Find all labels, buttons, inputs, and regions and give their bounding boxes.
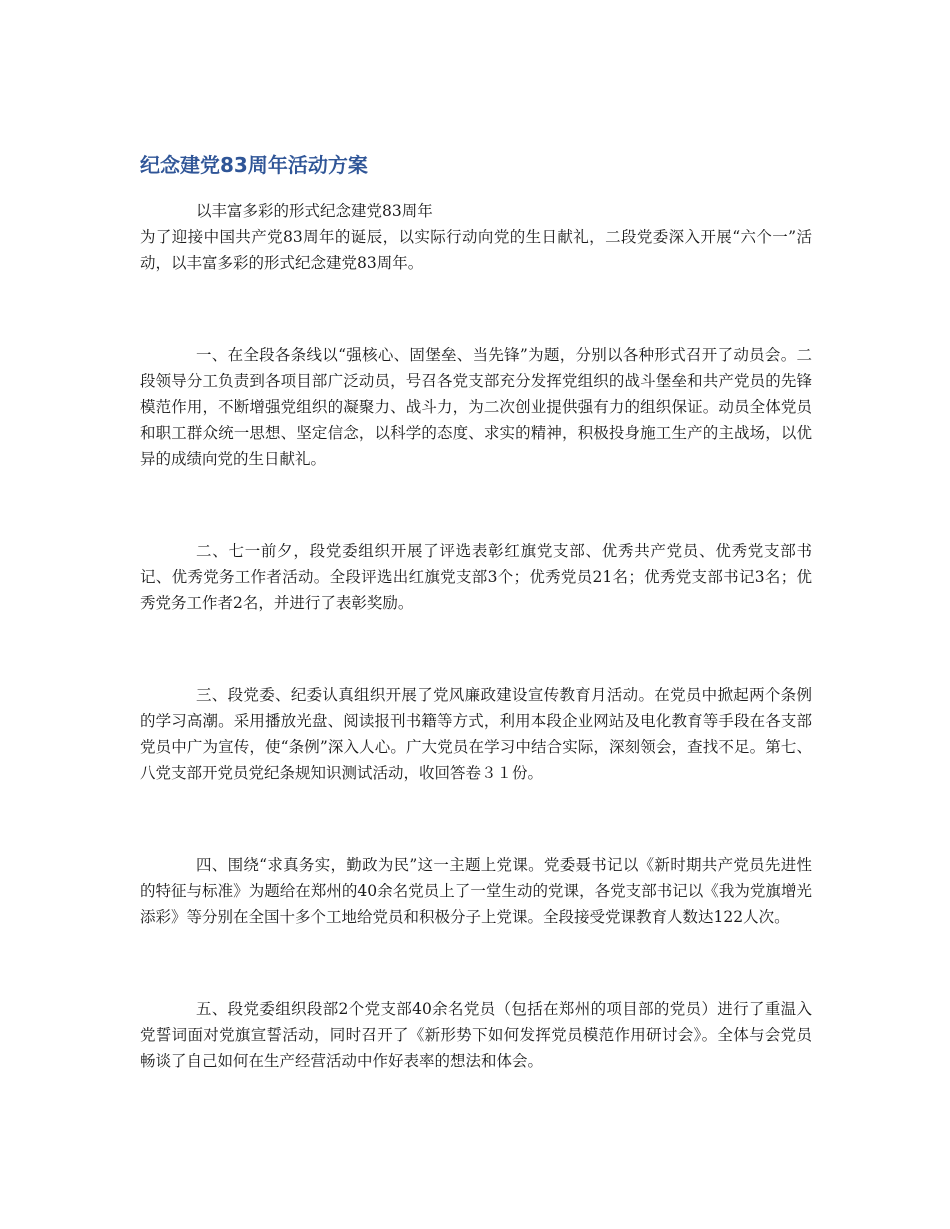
paragraph-2: 二、七一前夕，段党委组织开展了评选表彰红旗党支部、优秀共产党员、优秀党支部书记、优秀党务工作者活动。全段评选出红旗党支部3个；优秀党员21名；优秀党支部书记3名；优秀党务工作者2名，并进行了表彰奖励。 — [140, 542, 812, 612]
document-page — [140, 148, 812, 1074]
document-title: 纪念建党83周年活动方案 — [140, 153, 368, 177]
paragraph-4: 四、围绕“求真务实，勤政为民”这一主题上党课。党委聂书记以《新时期共产党员先进性的特征与标准》为题给在郑州的40余名党员上了一堂生动的党课，各党支部书记以《我为党旗增光添彩》等分别在全国十多个工地给党员和积极分子上党课。全段接受党课教育人数达122人次。 — [140, 856, 812, 926]
paragraph-3: 三、段党委、纪委认真组织开展了党风廉政建设宣传教育月活动。在党员中掀起两个条例的学习高潮。采用播放光盘、阅读报刊书籍等方式，利用本段企业网站及电化教育等手段在各支部党员中广为宣传，使“条例”深入人心。广大党员在学习中结合实际，深刻领会，查找不足。第七、八党支部开党员党纪条规知识测试活动，收回答卷３１份。 — [140, 686, 812, 782]
document-subtitle: 以丰富多彩的形式纪念建党83周年 — [196, 202, 433, 220]
paragraph-spacer — [140, 786, 812, 852]
intro-paragraph: 为了迎接中国共产党83周年的诞辰，以实际行动向党的生日献礼，二段党委深入开展“六个一”活动，以丰富多彩的形式纪念建党83周年。 — [140, 228, 812, 272]
paragraph-spacer — [140, 616, 812, 682]
paragraph-1: 一、在全段各条线以“强核心、固堡垒、当先锋”为题，分别以各种形式召开了动员会。二段领导分工负责到各项目部广泛动员，号召各党支部充分发挥党组织的战斗堡垒和共产党员的先锋模范作用，不断增强党组织的凝聚力、战斗力，为二次创业提供强有力的组织保证。动员全体党员和职工群众统一思想、坚定信念，以科学的态度、求实的精神，积极投身施工生产的主战场，以优异的成绩向党的生日献礼。 — [140, 346, 812, 468]
paragraph-spacer — [140, 276, 812, 342]
paragraph-spacer — [140, 930, 812, 996]
paragraph-spacer — [140, 472, 812, 538]
paragraph-5: 五、段党委组织段部2个党支部40余名党员（包括在郑州的项目部的党员）进行了重温入党誓词面对党旗宣誓活动，同时召开了《新形势下如何发挥党员模范作用研讨会》。全体与会党员畅谈了自己如何在生产经营活动中作好表率的想法和体会。 — [140, 1000, 812, 1070]
